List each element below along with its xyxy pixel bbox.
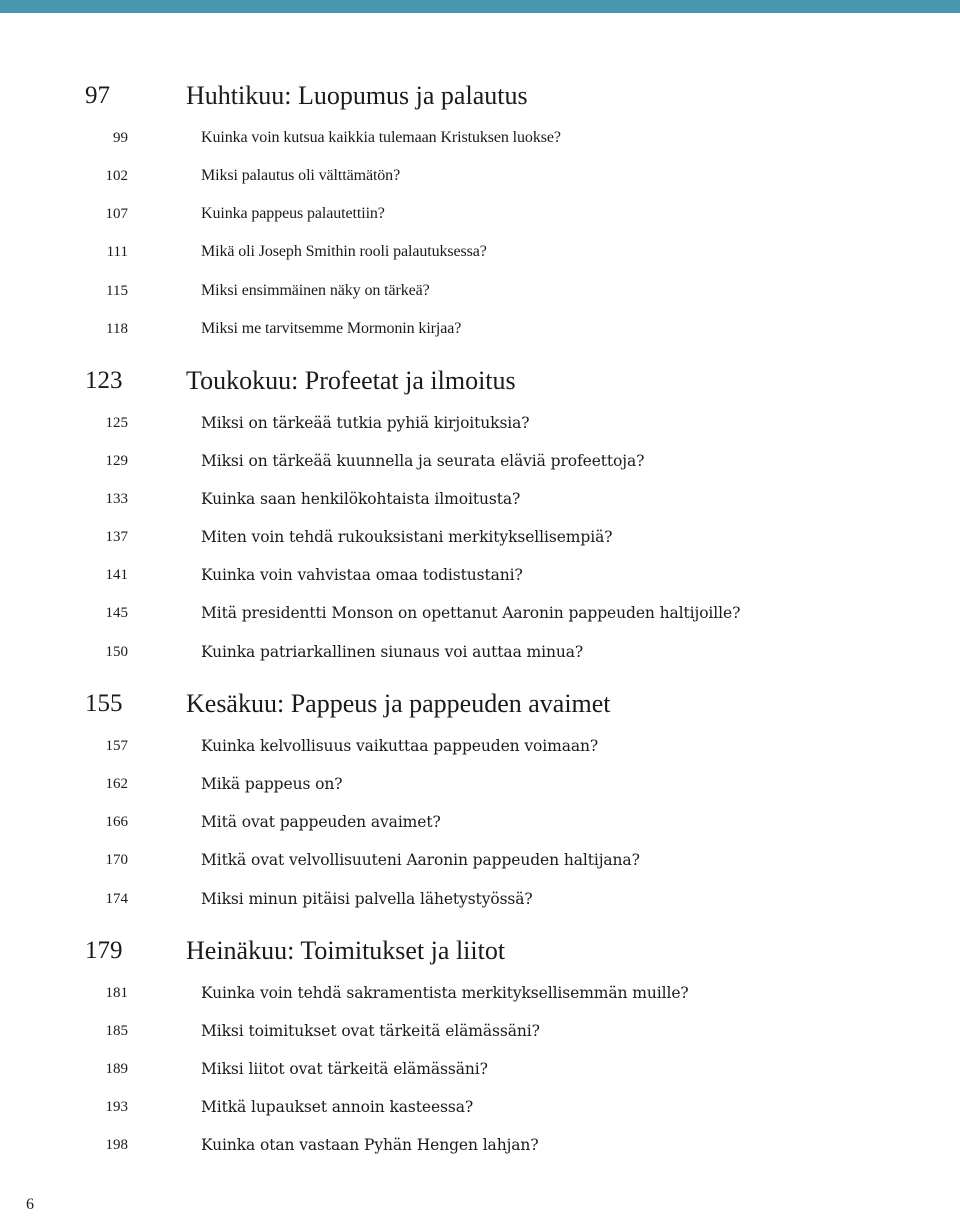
entry-title: Miksi toimitukset ovat tärkeitä elämässäni? xyxy=(201,1022,540,1040)
entry-page-number: 189 xyxy=(105,1061,128,1077)
section-title: Huhtikuu: Luopumus ja palautus xyxy=(186,81,528,110)
toc-entry[interactable] xyxy=(0,525,960,549)
toc-entry[interactable] xyxy=(0,981,960,1005)
toc-entry[interactable] xyxy=(0,164,960,188)
toc-entry[interactable] xyxy=(0,772,960,796)
toc-entry[interactable] xyxy=(0,848,960,872)
entry-page-number: 137 xyxy=(105,529,128,545)
entry-page-number: 118 xyxy=(106,321,128,337)
toc-entry[interactable] xyxy=(0,563,960,587)
entry-page-number: 102 xyxy=(105,168,128,184)
entry-title: Mikä oli Joseph Smithin rooli palautuksessa? xyxy=(201,243,487,260)
entry-page-number: 99 xyxy=(113,130,128,146)
entry-page-number: 125 xyxy=(105,415,128,431)
entry-page-number: 162 xyxy=(105,776,128,792)
entry-title: Kuinka pappeus palautettiin? xyxy=(201,205,385,222)
toc-entry[interactable] xyxy=(0,240,960,264)
toc-section-heading[interactable] xyxy=(0,361,960,401)
entry-title: Kuinka otan vastaan Pyhän Hengen lahjan? xyxy=(201,1136,539,1154)
entry-title: Miksi palautus oli välttämätön? xyxy=(201,167,401,184)
toc-entry[interactable] xyxy=(0,317,960,341)
section-page-number: 123 xyxy=(85,367,123,394)
entry-title: Miksi minun pitäisi palvella lähetystyössä? xyxy=(201,890,533,908)
toc-entry[interactable] xyxy=(0,279,960,303)
entry-title: Mitkä ovat velvollisuuteni Aaronin pappeuden haltijana? xyxy=(201,851,640,869)
entry-page-number: 111 xyxy=(106,244,128,260)
section-title: Toukokuu: Profeetat ja ilmoitus xyxy=(186,366,516,395)
section-title: Kesäkuu: Pappeus ja pappeuden avaimet xyxy=(186,689,611,718)
entry-title: Miksi me tarvitsemme Mormonin kirjaa? xyxy=(201,320,462,337)
toc-section-heading[interactable] xyxy=(0,931,960,971)
entry-page-number: 133 xyxy=(105,491,128,507)
entry-title: Miksi on tärkeää tutkia pyhiä kirjoituksia? xyxy=(201,414,530,432)
entry-page-number: 198 xyxy=(105,1137,128,1153)
entry-page-number: 115 xyxy=(106,283,128,299)
entry-page-number: 166 xyxy=(105,814,128,830)
section-page-number: 155 xyxy=(85,690,123,717)
toc-entry[interactable] xyxy=(0,1057,960,1081)
entry-title: Mitä presidentti Monson on opettanut Aaronin pappeuden haltijoille? xyxy=(201,604,741,622)
toc-entry[interactable] xyxy=(0,810,960,834)
section-title: Heinäkuu: Toimitukset ja liitot xyxy=(186,936,506,965)
entry-title: Kuinka voin tehdä sakramentista merkityksellisemmän muille? xyxy=(201,984,689,1002)
page-number: 6 xyxy=(26,1196,34,1213)
entry-page-number: 129 xyxy=(105,453,128,469)
entry-title: Miksi on tärkeää kuunnella ja seurata eläviä profeettoja? xyxy=(201,452,645,470)
entry-page-number: 185 xyxy=(105,1023,128,1039)
entry-page-number: 145 xyxy=(105,605,128,621)
entry-title: Kuinka kelvollisuus vaikuttaa pappeuden voimaan? xyxy=(201,737,599,755)
entry-page-number: 157 xyxy=(105,738,128,754)
toc-entry[interactable] xyxy=(0,887,960,911)
entry-page-number: 181 xyxy=(105,985,128,1001)
entry-page-number: 174 xyxy=(105,891,128,907)
toc-entry[interactable] xyxy=(0,640,960,664)
toc-entry[interactable] xyxy=(0,487,960,511)
entry-page-number: 170 xyxy=(105,852,128,868)
toc-entry[interactable] xyxy=(0,1133,960,1157)
toc-entry[interactable] xyxy=(0,202,960,226)
entry-page-number: 193 xyxy=(105,1099,128,1115)
entry-page-number: 150 xyxy=(105,644,128,660)
section-page-number: 97 xyxy=(85,82,110,109)
entry-page-number: 141 xyxy=(105,567,128,583)
top-color-bar xyxy=(0,0,960,13)
toc-entry[interactable] xyxy=(0,734,960,758)
entry-page-number: 107 xyxy=(105,206,128,222)
entry-title: Miksi liitot ovat tärkeitä elämässäni? xyxy=(201,1060,488,1078)
entry-title: Mitä ovat pappeuden avaimet? xyxy=(201,813,441,831)
entry-title: Kuinka voin vahvistaa omaa todistustani? xyxy=(201,566,523,584)
toc-entry[interactable] xyxy=(0,601,960,625)
entry-title: Miksi ensimmäinen näky on tärkeä? xyxy=(201,282,430,299)
toc-entry[interactable] xyxy=(0,1019,960,1043)
entry-title: Kuinka patriarkallinen siunaus voi auttaa minua? xyxy=(201,643,584,661)
toc-section-heading[interactable] xyxy=(0,684,960,724)
toc-entry[interactable] xyxy=(0,126,960,150)
toc-entry[interactable] xyxy=(0,449,960,473)
entry-title: Mikä pappeus on? xyxy=(201,775,343,793)
toc-section-heading[interactable] xyxy=(0,76,960,116)
entry-title: Miten voin tehdä rukouksistani merkityksellisempiä? xyxy=(201,528,613,546)
toc-entry[interactable] xyxy=(0,411,960,435)
entry-title: Mitkä lupaukset annoin kasteessa? xyxy=(201,1098,474,1116)
entry-title: Kuinka saan henkilökohtaista ilmoitusta? xyxy=(201,490,521,508)
section-page-number: 179 xyxy=(85,937,123,964)
toc-entry[interactable] xyxy=(0,1095,960,1119)
entry-title: Kuinka voin kutsua kaikkia tulemaan Kristuksen luokse? xyxy=(201,129,561,146)
